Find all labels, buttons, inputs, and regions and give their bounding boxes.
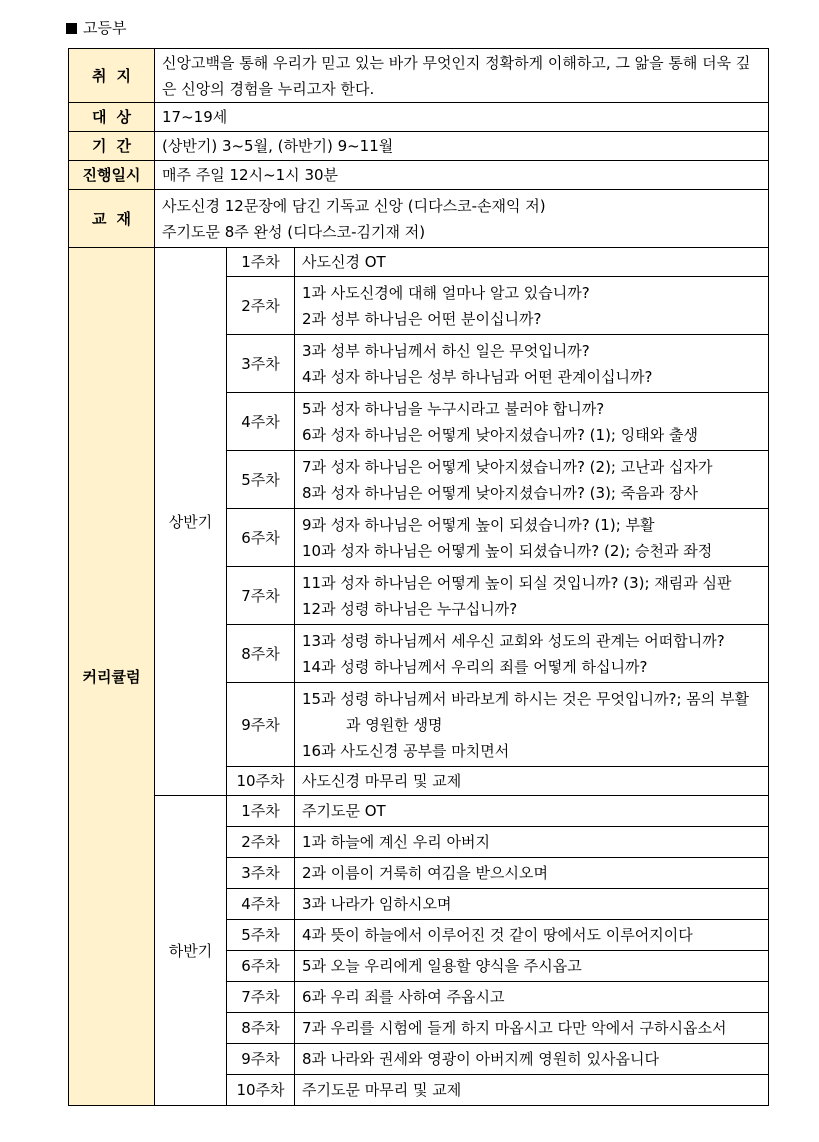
- lesson-line: 1과 하늘에 계신 우리 아버지: [302, 833, 491, 851]
- lesson-line: 11과 성자 하나님은 어떻게 높이 되실 것입니까? (3); 재림과 심판: [302, 573, 732, 592]
- period-row: [69, 132, 769, 161]
- first-half-week-row: [69, 248, 769, 277]
- target-row: [69, 103, 769, 132]
- lesson-line: 6과 우리 죄를 사하여 주옵시고: [302, 988, 505, 1006]
- lesson-line: 3과 성부 하나님께서 하신 일은 무엇입니까?: [302, 341, 590, 360]
- lesson-line: 7과 성자 하나님은 어떻게 낮아지셨습니까? (2); 고난과 십자가: [302, 457, 713, 476]
- lesson-line: 8과 성자 하나님은 어떻게 낮아지셨습니까? (3); 죽음과 장사: [302, 483, 698, 502]
- week-content: [295, 1013, 769, 1044]
- week-content: [295, 277, 769, 335]
- week-content: [295, 827, 769, 858]
- week-number: 4주차: [227, 393, 295, 451]
- week-number: 8주차: [227, 625, 295, 683]
- week-number: 4주차: [227, 889, 295, 920]
- period-value: (상반기) 3~5월, (하반기) 9~11월: [155, 132, 769, 161]
- week-content: [295, 982, 769, 1013]
- purpose-row: [69, 49, 769, 103]
- lesson-line: 주기도문 마무리 및 교제: [302, 1081, 462, 1099]
- lesson-line: 1과 사도신경에 대해 얼마나 알고 있습니까?: [302, 283, 590, 302]
- week-number: 9주차: [227, 683, 295, 767]
- lesson-line: 4과 뜻이 하늘에서 이루어진 것 같이 땅에서도 이루어지이다: [302, 926, 693, 944]
- lesson-line: 7과 우리를 시험에 들게 하지 마옵시고 다만 악에서 구하시옵소서: [302, 1019, 727, 1037]
- week-number: 5주차: [227, 920, 295, 951]
- week-number: 2주차: [227, 277, 295, 335]
- week-content: [295, 683, 769, 767]
- lesson-line: 9과 성자 하나님은 어떻게 높이 되셨습니까? (1); 부활: [302, 515, 655, 534]
- lesson-line: 주기도문 OT: [302, 802, 386, 820]
- section-heading: [66, 18, 126, 38]
- schedule-value: 매주 주일 12시~1시 30분: [155, 161, 769, 190]
- lesson-line: 13과 성령 하나님께서 세우신 교회와 성도의 관계는 어떠합니까?: [302, 631, 725, 650]
- lesson-line: 8과 나라와 권세와 영광이 아버지께 영원히 있사옵니다: [302, 1050, 659, 1068]
- textbook-line: 사도신경 12문장에 담긴 기독교 신앙 (디다스코-손재익 저): [162, 196, 546, 215]
- second-half-week-row: [69, 796, 769, 827]
- textbook-value: [155, 190, 769, 248]
- lesson-line: 5과 성자 하나님을 누구시라고 불러야 합니까?: [302, 399, 605, 418]
- lesson-line: 2과 이름이 거룩히 여김을 받으시오며: [302, 864, 548, 882]
- week-number: 7주차: [227, 567, 295, 625]
- week-content: [295, 567, 769, 625]
- week-number: 5주차: [227, 451, 295, 509]
- purpose-label: 취지: [69, 49, 155, 103]
- week-content: [295, 951, 769, 982]
- week-number: 9주차: [227, 1044, 295, 1075]
- week-content: [295, 796, 769, 827]
- textbook-row: [69, 190, 769, 248]
- week-content: [295, 509, 769, 567]
- purpose-text: 신앙고백을 통해 우리가 믿고 있는 바가 무엇인지 정확하게 이해하고, 그 앎을 통해 더욱 깊은 신앙의 경험을 누리고자 한다.: [155, 49, 769, 103]
- lesson-line: 5과 오늘 우리에게 일용할 양식을 주시옵고: [302, 957, 582, 975]
- week-number: 7주차: [227, 982, 295, 1013]
- schedule-row: [69, 161, 769, 190]
- week-content: [295, 858, 769, 889]
- lesson-line: 6과 성자 하나님은 어떻게 낮아지셨습니까? (1); 잉태와 출생: [302, 425, 698, 444]
- week-number: 3주차: [227, 858, 295, 889]
- lesson-line: 4과 성자 하나님은 성부 하나님과 어떤 관계이십니까?: [302, 367, 653, 386]
- target-label: 대상: [69, 103, 155, 132]
- lesson-line: 10과 성자 하나님은 어떻게 높이 되셨습니까? (2); 승천과 좌정: [302, 541, 713, 560]
- program-table: [68, 48, 769, 1106]
- lesson-line: 2과 성부 하나님은 어떤 분이십니까?: [302, 309, 542, 328]
- week-number: 2주차: [227, 827, 295, 858]
- textbook-line: 주기도문 8주 완성 (디다스코-김기재 저): [162, 222, 426, 241]
- lesson-line: 사도신경 마무리 및 교제: [302, 772, 462, 790]
- week-number: 6주차: [227, 951, 295, 982]
- week-content: [295, 889, 769, 920]
- lesson-line: 12과 성령 하나님은 누구십니까?: [302, 599, 518, 618]
- week-number: 10주차: [227, 1075, 295, 1106]
- week-number: 10주차: [227, 767, 295, 796]
- lesson-line: 15과 성령 하나님께서 바라보게 하시는 것은 무엇입니까?; 몸의 부활과 영원한 생명: [302, 689, 749, 734]
- week-content: [295, 1075, 769, 1106]
- week-number: 1주차: [227, 796, 295, 827]
- lesson-line: 사도신경 OT: [302, 253, 386, 271]
- lesson-line: 3과 나라가 임하시오며: [302, 895, 452, 913]
- section-title: 고등부: [83, 19, 127, 37]
- curriculum-label: 커리큘럼: [69, 248, 155, 1106]
- second-half-label: 하반기: [155, 796, 227, 1106]
- week-content: [295, 1044, 769, 1075]
- week-content: [295, 393, 769, 451]
- target-value: 17~19세: [155, 103, 769, 132]
- week-content: [295, 451, 769, 509]
- week-number: 8주차: [227, 1013, 295, 1044]
- week-content: [295, 248, 769, 277]
- period-label: 기간: [69, 132, 155, 161]
- week-number: 1주차: [227, 248, 295, 277]
- lesson-line: 16과 사도신경 공부를 마치면서: [302, 741, 510, 760]
- textbook-label: 교재: [69, 190, 155, 248]
- schedule-label: 진행일시: [69, 161, 155, 190]
- week-content: [295, 335, 769, 393]
- week-number: 6주차: [227, 509, 295, 567]
- week-content: [295, 625, 769, 683]
- first-half-label: 상반기: [155, 248, 227, 796]
- square-bullet-icon: [66, 23, 77, 34]
- week-number: 3주차: [227, 335, 295, 393]
- week-content: [295, 920, 769, 951]
- lesson-line: 14과 성령 하나님께서 우리의 죄를 어떻게 하십니까?: [302, 657, 648, 676]
- week-content: [295, 767, 769, 796]
